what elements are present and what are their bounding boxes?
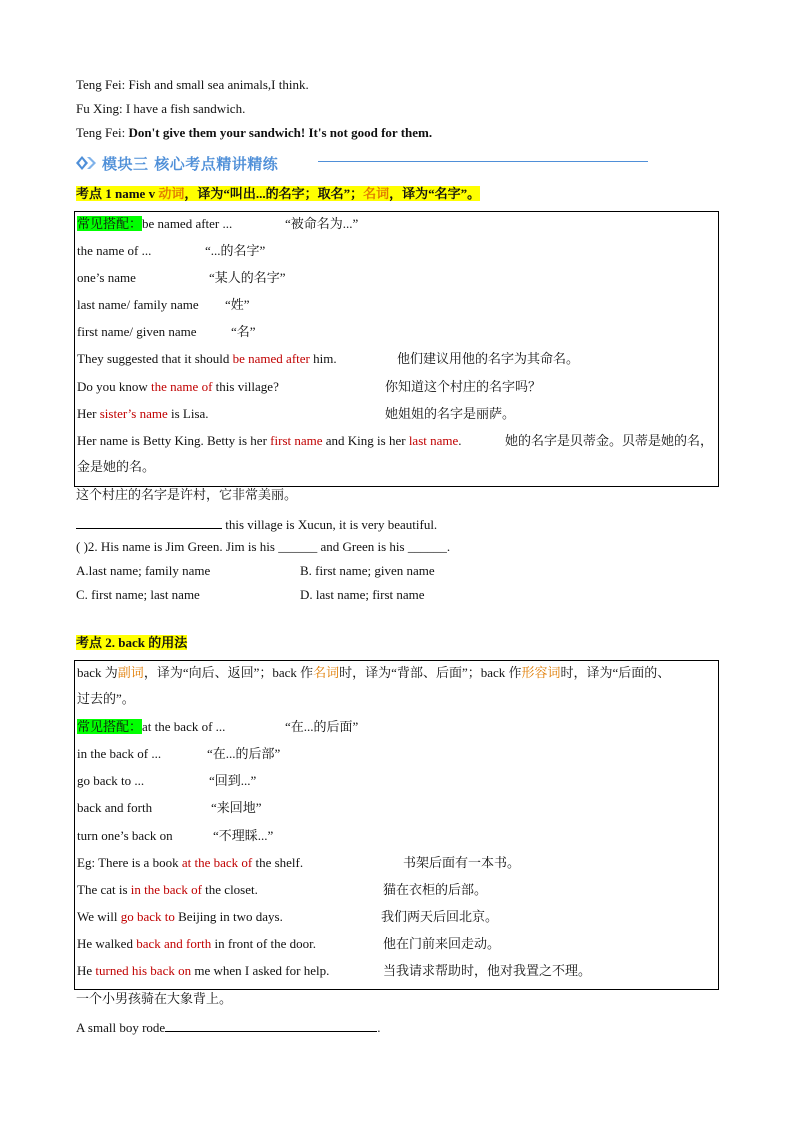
module-heading (76, 152, 278, 174)
kp1-example-4 (77, 432, 462, 450)
collocation-en: the name of ... (77, 243, 152, 258)
example-zh: 他在门前来回走动。 (383, 936, 501, 951)
practice-text: this village is Xucun, it is very beautiful. (222, 517, 438, 532)
example-text: Her (77, 406, 100, 421)
module-heading-text: 模块三 核心考点精讲精练 (102, 154, 279, 173)
kp1-example-2 (77, 378, 279, 396)
example-highlight: be named after (232, 351, 310, 366)
answer-blank[interactable] (165, 1017, 377, 1032)
example-text: in front of the door. (211, 936, 317, 951)
dialog-speaker: Teng Fei: (76, 125, 126, 140)
collocation-en: last name/ family name (77, 297, 199, 312)
option-d[interactable]: D. last name; first name (300, 587, 425, 602)
example-text: the closet. (201, 882, 258, 897)
example-text: We will (77, 909, 121, 924)
example-highlight: first name (270, 433, 323, 448)
example-zh-continued: 金是她的名。 (77, 459, 156, 474)
collocation-zh: “来回地” (211, 800, 262, 815)
kp2-example-2 (77, 881, 258, 899)
example-text: Beijing in two days. (174, 909, 283, 924)
collocation-zh: “某人的名字” (209, 270, 286, 285)
dialog-text: I have a fish sandwich. (122, 101, 246, 116)
practice-text: A small boy rode (76, 1020, 166, 1035)
dialog-line-3 (76, 124, 432, 142)
kp1-title-verb: 动词 (158, 186, 185, 201)
kp1-box (74, 211, 719, 487)
kp1-title (76, 185, 480, 203)
collocation-label: 常见搭配 (77, 216, 130, 231)
dialog-line-1 (76, 76, 309, 94)
example-highlight: in the back of (130, 882, 202, 897)
example-text: me when I asked for help. (191, 963, 330, 978)
example-zh: 当我请求帮助时，他对我置之不理。 (383, 963, 592, 978)
option-b[interactable]: B. first name; given name (300, 563, 435, 578)
collocation-zh: “在...的后面” (285, 719, 359, 734)
intro-noun: 名词 (313, 665, 340, 680)
example-highlight: last name (408, 433, 459, 448)
example-text: Her name is Betty King. Betty is her (77, 433, 271, 448)
kp2-title-text: 考点 2. back 的用法 (76, 635, 188, 650)
example-zh: 她姐姐的名字是丽萨。 (385, 406, 516, 421)
intro-text: back 为 (77, 665, 118, 680)
heading-rule (318, 161, 648, 162)
example-text: Eg: There is a book (77, 855, 182, 870)
collocation-en: be named after ... (142, 216, 233, 231)
kp1-title-noun: 名词 (363, 186, 390, 201)
kp2-collocation-row (77, 718, 225, 736)
intro-text: 时，译为“背部、后面”；back 作 (339, 665, 522, 680)
example-text: . (458, 433, 462, 448)
collocation-en: go back to ... (77, 773, 145, 788)
dialog-text: Don't give them your sandwich! It's not good for them. (128, 125, 433, 140)
example-text: The cat is (77, 882, 131, 897)
dialog-speaker: Fu Xing: (76, 101, 123, 116)
example-text: and King is her (322, 433, 409, 448)
example-text: He walked (77, 936, 137, 951)
example-zh: 他们建议用他的名字为其命名。 (397, 351, 580, 366)
example-highlight: back and forth (136, 936, 212, 951)
kp2-practice-zh: 一个小男孩骑在大象背上。 (76, 991, 233, 1006)
example-text: the shelf. (252, 855, 304, 870)
collocation-zh: “被命名为...” (285, 216, 359, 231)
intro-text: 时，译为“后面的、 (560, 665, 671, 680)
intro-text: ，译为“向后、返回”；back 作 (143, 665, 314, 680)
kp2-intro-continued: 过去的”。 (77, 691, 135, 706)
kp2-example-1 (77, 854, 303, 872)
dialog-speaker: Teng Fei: (76, 77, 126, 92)
example-highlight: sister’s name (99, 406, 168, 421)
collocation-en: one’s name (77, 270, 136, 285)
example-zh: 她的名字是贝蒂金。贝蒂是她的名， (505, 433, 714, 448)
collocation-zh: “姓” (225, 297, 250, 312)
kp1-example-3 (77, 405, 209, 423)
example-highlight: at the back of (181, 855, 253, 870)
collocation-zh: “...的名字” (205, 243, 266, 258)
collocation-zh: “不理睬...” (213, 828, 274, 843)
kp1-title-part: ，译为“叫出...的名字；取名”； (184, 186, 364, 201)
kp2-example-5 (77, 962, 329, 980)
example-zh: 你知道这个村庄的名字吗？ (385, 379, 542, 394)
example-text: him. (309, 351, 337, 366)
intro-adverb: 副词 (117, 665, 144, 680)
kp2-box (74, 660, 719, 990)
example-text: He (77, 963, 96, 978)
kp2-example-4 (77, 935, 316, 953)
collocation-en: turn one’s back on (77, 828, 173, 843)
intro-adjective: 形容词 (521, 665, 561, 680)
collocation-zh: “名” (231, 324, 256, 339)
option-c[interactable]: C. first name; last name (76, 587, 200, 602)
example-highlight: the name of (151, 379, 213, 394)
kp1-practice-en (76, 514, 437, 534)
collocation-zh: “在...的后部” (207, 746, 281, 761)
kp1-question-2: ( )2. His name is Jim Green. Jim is his ______ and Green is his ______. (76, 539, 451, 554)
collocation-colon: ： (129, 719, 143, 734)
kp1-example-1 (77, 350, 337, 368)
example-text: this village? (212, 379, 279, 394)
collocation-en: first name/ given name (77, 324, 197, 339)
kp1-collocation-row (77, 215, 232, 233)
example-zh: 我们两天后回北京。 (381, 909, 499, 924)
example-text: is Lisa. (167, 406, 209, 421)
example-text: Do you know (77, 379, 152, 394)
kp1-title-part: ，译为“名字”。 (389, 186, 481, 201)
example-highlight: turned his back on (95, 963, 192, 978)
collocation-zh: “回到...” (209, 773, 257, 788)
diamond-arrow-icon (76, 155, 98, 171)
option-a[interactable]: A.last name; family name (76, 563, 211, 578)
kp2-example-3 (77, 908, 283, 926)
kp2-intro (77, 664, 670, 682)
answer-blank[interactable] (76, 514, 222, 529)
example-zh: 猫在衣柜的后部。 (383, 882, 488, 897)
collocation-colon: ： (129, 216, 143, 231)
collocation-label: 常见搭配 (77, 719, 130, 734)
example-zh: 书架后面有一本书。 (403, 855, 521, 870)
example-highlight: go back to (120, 909, 175, 924)
example-text: They suggested that it should (77, 351, 233, 366)
dialog-line-2 (76, 100, 245, 118)
practice-end: . (377, 1020, 381, 1035)
collocation-en: back and forth (77, 800, 153, 815)
dialog-text: Fish and small sea animals,I think. (125, 77, 309, 92)
collocation-en: at the back of ... (142, 719, 226, 734)
kp1-practice-zh: 这个村庄的名字是许村，它非常美丽。 (76, 487, 298, 502)
kp1-title-part: 考点 1 name v (76, 186, 159, 201)
collocation-en: in the back of ... (77, 746, 162, 761)
kp2-practice-en (76, 1017, 380, 1037)
kp2-title (76, 634, 187, 652)
